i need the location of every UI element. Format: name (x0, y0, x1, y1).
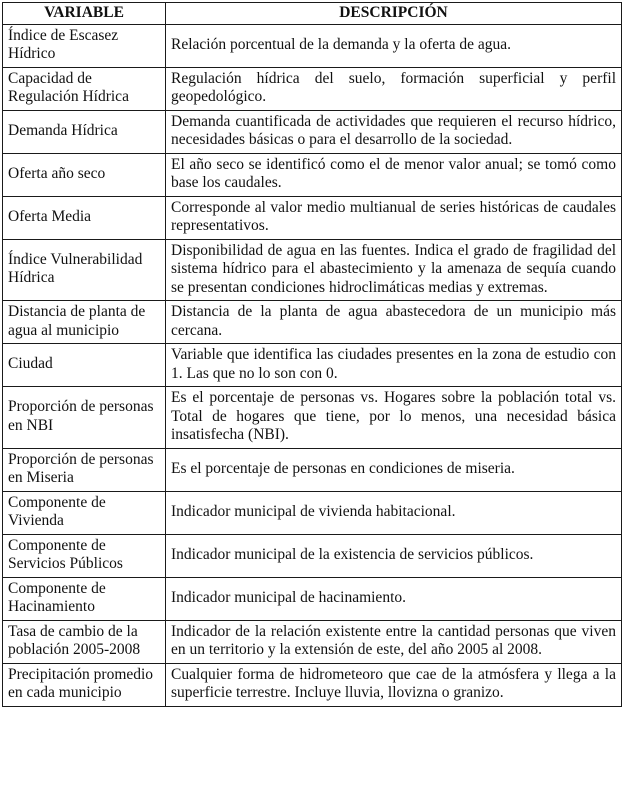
description-cell: Corresponde al valor medio multianual de series históricas de caudales representativos. (166, 196, 622, 239)
description-cell: El año seco se identificó como el de menor valor anual; se tomó como base los caudales. (166, 153, 622, 196)
description-cell: Disponibilidad de agua en las fuentes. Indica el grado de fragilidad del sistema hídrico para el abastecimiento y la amenaza de sequía cuando se presentan condiciones hidroclimáticas medias y extremas. (166, 239, 622, 301)
table-row (3, 301, 622, 344)
table-row (3, 110, 622, 153)
description-cell: Indicador municipal de hacinamiento. (166, 577, 622, 620)
description-cell: Regulación hídrica del suelo, formación superficial y perfil geopedológico. (166, 67, 622, 110)
variable-cell: Proporción de personas en NBI (3, 387, 166, 449)
table-row (3, 620, 622, 663)
variable-cell: Ciudad (3, 344, 166, 387)
description-cell: Indicador municipal de la existencia de servicios públicos. (166, 534, 622, 577)
table-header-row (3, 3, 622, 25)
header-descripcion: DESCRIPCIÓN (166, 3, 622, 25)
table-row (3, 448, 622, 491)
table-row (3, 387, 622, 449)
variable-cell: Índice Vulnerabilidad Hídrica (3, 239, 166, 301)
variable-cell: Componente de Servicios Públicos (3, 534, 166, 577)
variable-cell: Componente de Hacinamiento (3, 577, 166, 620)
table-row (3, 24, 622, 67)
description-cell: Indicador municipal de vivienda habitacional. (166, 491, 622, 534)
variable-cell: Tasa de cambio de la población 2005-2008 (3, 620, 166, 663)
table-row (3, 344, 622, 387)
table-row (3, 663, 622, 706)
variable-cell: Precipitación promedio en cada municipio (3, 663, 166, 706)
table-row (3, 67, 622, 110)
table-row (3, 239, 622, 301)
description-cell: Variable que identifica las ciudades presentes en la zona de estudio con 1. Las que no lo son con 0. (166, 344, 622, 387)
table-row (3, 491, 622, 534)
description-cell: Distancia de la planta de agua abastecedora de un municipio más cercana. (166, 301, 622, 344)
table-row (3, 153, 622, 196)
description-cell: Indicador de la relación existente entre la cantidad personas que viven en un territorio y la extensión de este, del año 2005 al 2008. (166, 620, 622, 663)
variable-cell: Oferta Media (3, 196, 166, 239)
variable-cell: Índice de Escasez Hídrico (3, 24, 166, 67)
description-cell: Demanda cuantificada de actividades que requieren el recurso hídrico, necesidades básicas o para el desarrollo de la sociedad. (166, 110, 622, 153)
variable-cell: Capacidad de Regulación Hídrica (3, 67, 166, 110)
description-cell: Es el porcentaje de personas vs. Hogares sobre la población total vs. Total de hogares que tiene, por lo menos, una necesidad básica insatisfecha (NBI). (166, 387, 622, 449)
header-variable: VARIABLE (3, 3, 166, 25)
variable-cell: Proporción de personas en Miseria (3, 448, 166, 491)
variable-cell: Componente de Vivienda (3, 491, 166, 534)
description-cell: Cualquier forma de hidrometeoro que cae de la atmósfera y llega a la superficie terrestre. Incluye lluvia, llovizna o granizo. (166, 663, 622, 706)
variable-cell: Oferta año seco (3, 153, 166, 196)
table-row (3, 577, 622, 620)
description-cell: Es el porcentaje de personas en condiciones de miseria. (166, 448, 622, 491)
description-cell: Relación porcentual de la demanda y la oferta de agua. (166, 24, 622, 67)
variable-cell: Demanda Hídrica (3, 110, 166, 153)
table-row (3, 534, 622, 577)
table-row (3, 196, 622, 239)
variables-table (2, 2, 622, 707)
variable-cell: Distancia de planta de agua al municipio (3, 301, 166, 344)
